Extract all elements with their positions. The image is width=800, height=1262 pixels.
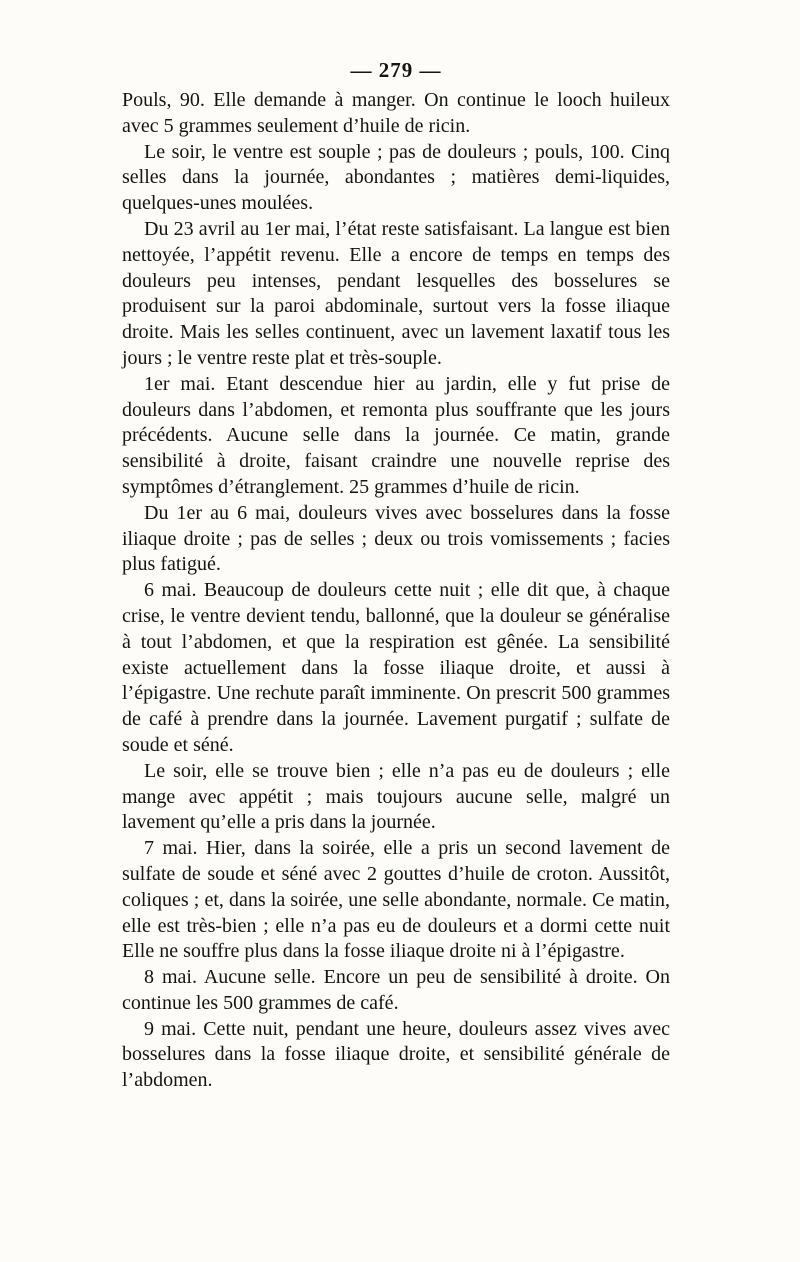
paragraph: 7 mai. Hier, dans la soirée, elle a pris un second lavement de sulfate de soude et séné avec 2 gouttes d’huile de croton. Aussitôt, coliques ; et, dans la soirée, une selle abondante, normale. Ce matin, elle est très-bien ; elle n’a pas eu de douleurs et a dormi cette nuit Elle ne souffre plus dans la fosse iliaque droite ni à l’épigastre. — [122, 837, 670, 963]
paragraph: Du 1er au 6 mai, douleurs vives avec bosselures dans la fosse iliaque droite ; pas de selles ; deux ou trois vomissements ; facies plus fatigué. — [122, 501, 670, 576]
paragraph: 6 mai. Beaucoup de douleurs cette nuit ; elle dit que, à chaque crise, le ventre devient tendu, ballonné, que la douleur se généralise à tout l’abdomen, et que la respiration est gênée. La sensibilité existe actuellement dans la fosse iliaque droite, et aussi à l’épigastre. Une rechute paraît imminente. On prescrit 500 grammes de café à prendre dans la journée. Lavement purgatif ; sulfate de soude et séné. — [122, 579, 670, 756]
book-page — [122, 52, 670, 1094]
paragraph: 8 mai. Aucune selle. Encore un peu de sensibilité à droite. On continue les 500 grammes de café. — [122, 966, 670, 1014]
paragraph: 1er mai. Etant descendue hier au jardin, elle y fut prise de douleurs dans l’abdomen, et remonta plus souffrante que les jours précédents. Aucune selle dans la journée. Ce matin, grande sensibilité à droite, faisant craindre une nouvelle reprise des symptômes d’étranglement. 25 grammes d’huile de ricin. — [122, 372, 670, 498]
paragraph: Pouls, 90. Elle demande à manger. On continue le looch huileux avec 5 grammes seulement d’huile de ricin. — [122, 89, 670, 137]
paragraph: Le soir, elle se trouve bien ; elle n’a pas eu de douleurs ; elle mange avec appétit ; mais toujours aucune selle, malgré un lavement qu’elle a pris dans la journée. — [122, 759, 670, 834]
paragraph: Le soir, le ventre est souple ; pas de douleurs ; pouls, 100. Cinq selles dans la journée, abondantes ; matières demi-liquides, quelques-unes moulées. — [122, 140, 670, 215]
paragraph: 9 mai. Cette nuit, pendant une heure, douleurs assez vives avec bosselures dans la fosse iliaque droite, et sensibilité générale de l’abdomen. — [122, 1017, 670, 1092]
paragraph: Du 23 avril au 1er mai, l’état reste satisfaisant. La langue est bien nettoyée, l’appétit revenu. Elle a encore de temps en temps des douleurs peu intenses, pendant lesquelles des bosselures se produisent sur la paroi abdominale, surtout vers la fosse iliaque droite. Mais les selles continuent, avec un lavement laxatif tous les jours ; le ventre reste plat et très-souple. — [122, 217, 670, 369]
page-number: — 279 — — [350, 58, 442, 82]
